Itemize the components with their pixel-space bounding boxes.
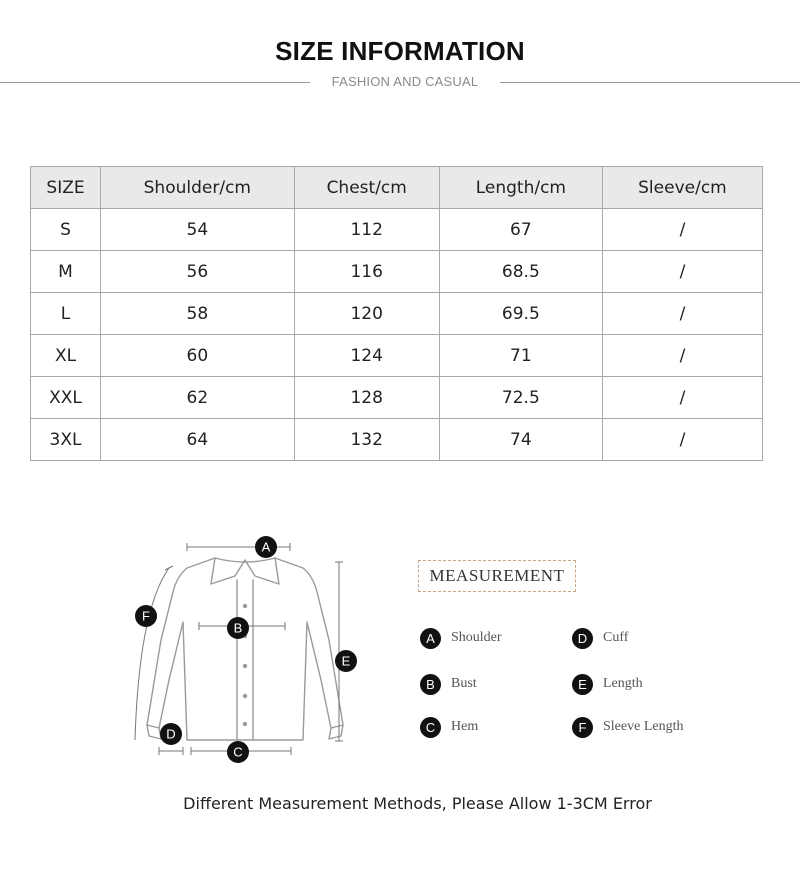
table-cell: M bbox=[31, 251, 101, 293]
legend-label: Bust bbox=[451, 676, 477, 691]
legend-label: Length bbox=[603, 676, 643, 691]
divider-left bbox=[0, 82, 310, 83]
table-cell: 58 bbox=[101, 293, 295, 335]
legend-item-sleeve-length bbox=[572, 716, 683, 738]
table-cell: / bbox=[602, 335, 762, 377]
table-row bbox=[31, 209, 763, 251]
table-cell: / bbox=[602, 377, 762, 419]
table-cell: 62 bbox=[101, 377, 295, 419]
marker-d bbox=[160, 723, 182, 745]
table-row bbox=[31, 419, 763, 461]
legend-badge: D bbox=[572, 628, 593, 649]
legend-badge: B bbox=[420, 674, 441, 695]
table-cell: 124 bbox=[294, 335, 439, 377]
legend-item-hem bbox=[420, 716, 478, 738]
legend-label: Cuff bbox=[603, 630, 629, 645]
size-table bbox=[30, 166, 763, 461]
table-cell: 60 bbox=[101, 335, 295, 377]
marker-b bbox=[227, 617, 249, 639]
table-cell: 64 bbox=[101, 419, 295, 461]
column-header: SIZE bbox=[31, 167, 101, 209]
marker-f bbox=[135, 605, 157, 627]
table-cell: XXL bbox=[31, 377, 101, 419]
shirt-diagram bbox=[125, 530, 365, 770]
table-cell: 68.5 bbox=[439, 251, 602, 293]
table-cell: 120 bbox=[294, 293, 439, 335]
table-row bbox=[31, 251, 763, 293]
subtitle-row bbox=[0, 73, 800, 91]
table-cell: 71 bbox=[439, 335, 602, 377]
column-header: Chest/cm bbox=[294, 167, 439, 209]
marker-e bbox=[335, 650, 357, 672]
divider-right bbox=[500, 82, 800, 83]
table-header-row bbox=[31, 167, 763, 209]
table-cell: 128 bbox=[294, 377, 439, 419]
legend-item-cuff bbox=[572, 627, 628, 649]
legend-label: Shoulder bbox=[451, 630, 502, 645]
marker-a bbox=[255, 536, 277, 558]
svg-text:E: E bbox=[341, 653, 351, 669]
measurement-note: Different Measurement Methods, Please Allow 1-3CM Error bbox=[183, 794, 652, 813]
page-title: SIZE INFORMATION bbox=[275, 36, 525, 66]
table-cell: 54 bbox=[101, 209, 295, 251]
table-cell: 112 bbox=[294, 209, 439, 251]
table-cell: / bbox=[602, 209, 762, 251]
table-row bbox=[31, 377, 763, 419]
column-header: Sleeve/cm bbox=[602, 167, 762, 209]
table-row bbox=[31, 335, 763, 377]
measurement-heading: MEASUREMENT bbox=[418, 560, 576, 592]
legend-label: Sleeve Length bbox=[603, 719, 684, 734]
table-cell: / bbox=[602, 293, 762, 335]
table-row bbox=[31, 293, 763, 335]
table-cell: 72.5 bbox=[439, 377, 602, 419]
table-cell: 69.5 bbox=[439, 293, 602, 335]
legend-badge: A bbox=[420, 628, 441, 649]
table-cell: 67 bbox=[439, 209, 602, 251]
table-cell: S bbox=[31, 209, 101, 251]
legend-badge: F bbox=[572, 717, 593, 738]
table-cell: XL bbox=[31, 335, 101, 377]
legend-badge: C bbox=[420, 717, 441, 738]
svg-text:A: A bbox=[261, 539, 271, 555]
table-cell: 132 bbox=[294, 419, 439, 461]
legend-item-shoulder bbox=[420, 627, 502, 649]
table-cell: / bbox=[602, 251, 762, 293]
column-header: Shoulder/cm bbox=[101, 167, 295, 209]
svg-text:F: F bbox=[142, 608, 150, 624]
marker-c bbox=[227, 741, 249, 763]
table-cell: 3XL bbox=[31, 419, 101, 461]
column-header: Length/cm bbox=[439, 167, 602, 209]
legend-item-bust bbox=[420, 673, 477, 695]
svg-text:D: D bbox=[166, 726, 176, 742]
legend-item-length bbox=[572, 673, 643, 695]
svg-text:B: B bbox=[233, 620, 243, 636]
legend-label: Hem bbox=[451, 719, 479, 734]
table-cell: / bbox=[602, 419, 762, 461]
table-cell: L bbox=[31, 293, 101, 335]
table-cell: 56 bbox=[101, 251, 295, 293]
svg-text:C: C bbox=[233, 744, 243, 760]
legend-badge: E bbox=[572, 674, 593, 695]
page-subtitle: FASHION AND CASUAL bbox=[331, 74, 479, 89]
table-cell: 116 bbox=[294, 251, 439, 293]
table-cell: 74 bbox=[439, 419, 602, 461]
